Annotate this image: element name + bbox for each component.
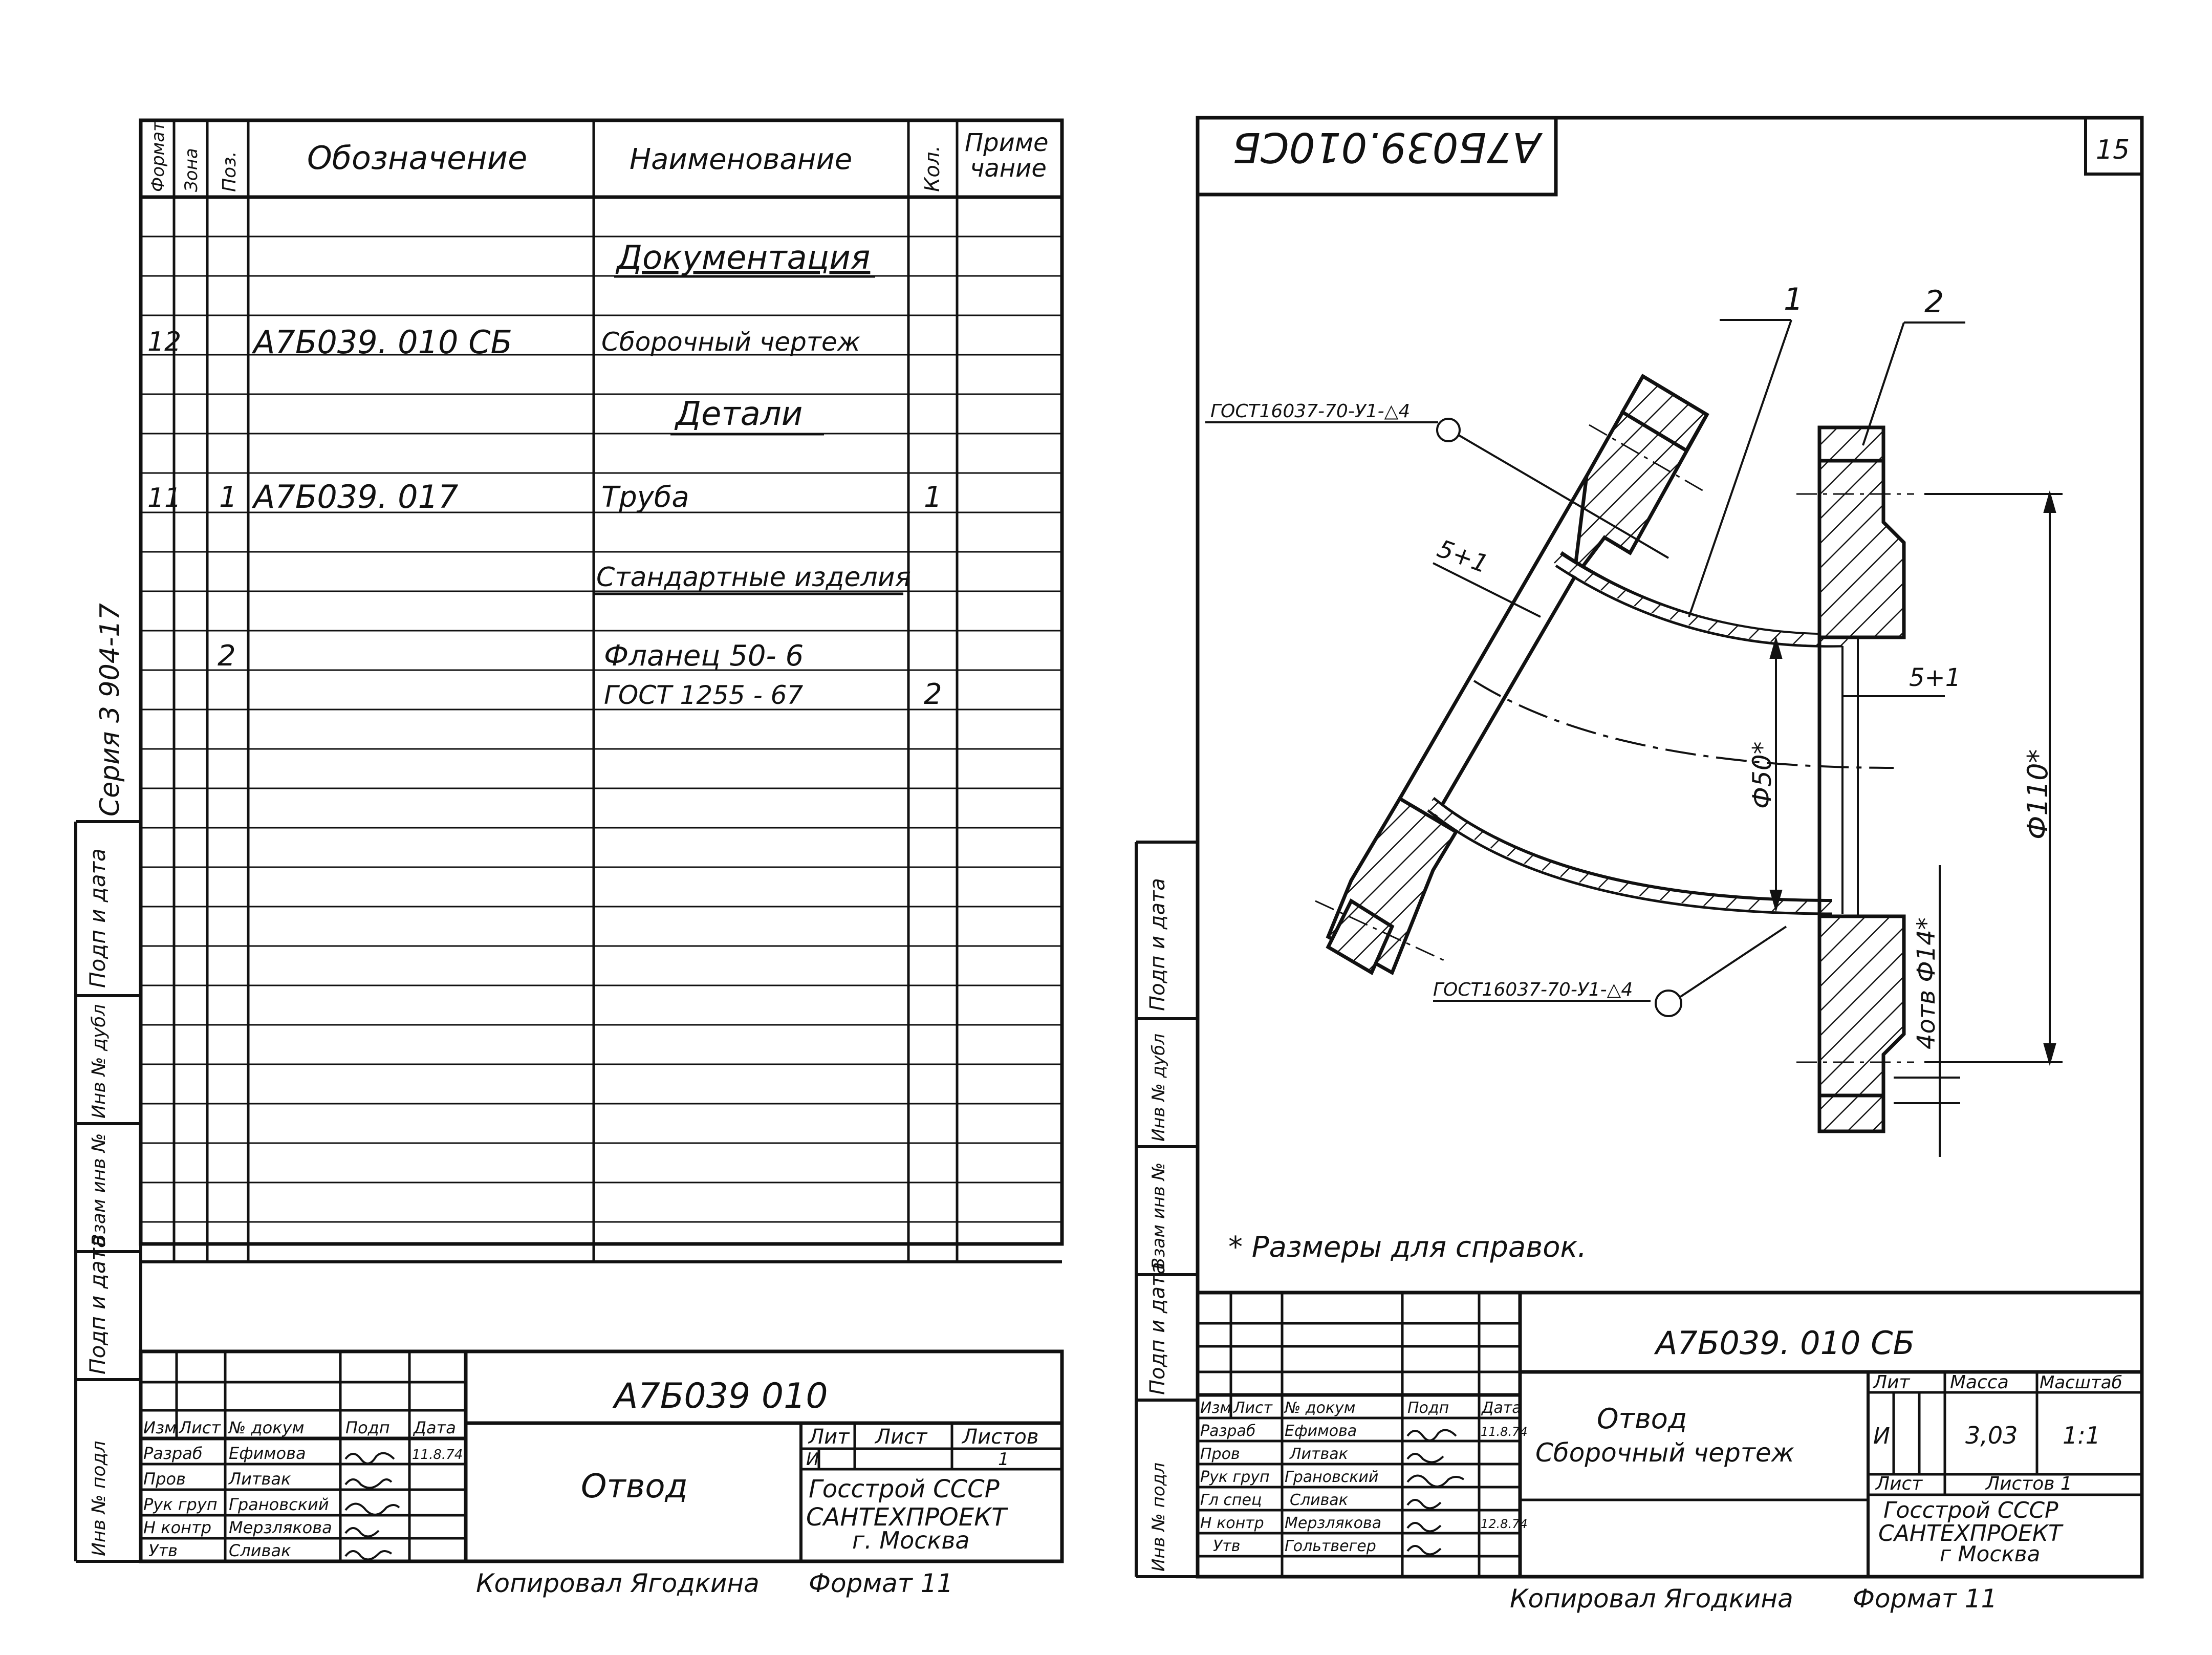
- header-format: Формат: [148, 121, 168, 192]
- tb-r-name-3: Сливак: [1290, 1491, 1348, 1509]
- tb-r-name-4: Мерзлякова: [1285, 1514, 1382, 1532]
- tb-title: Отвод: [581, 1468, 688, 1506]
- dim-dia-inner: Ф50*: [1747, 741, 1777, 809]
- row1-format: 12: [147, 327, 182, 357]
- side-label-inv-orig: Инв № подл: [1148, 1463, 1169, 1572]
- tb-r-lit-value: И: [1873, 1423, 1890, 1449]
- tb-col-sign: Подп: [345, 1418, 390, 1437]
- pipe-center-line: [1474, 681, 1894, 768]
- tb-r-lit-label: Лит: [1873, 1372, 1910, 1393]
- tb-role-1: Пров: [143, 1469, 186, 1489]
- row1-name: Сборочный чертеж: [601, 327, 860, 357]
- footer-copied: Копировал Ягодкина: [476, 1568, 760, 1598]
- row3-qty: 2: [924, 678, 942, 711]
- tb-org-3: г. Москва: [852, 1527, 970, 1554]
- side-label-inv-dubl: Инв № дубл: [89, 1004, 110, 1119]
- reference-note: * Размеры для справок.: [1228, 1231, 1587, 1264]
- row2-name: Труба: [601, 481, 689, 514]
- tb-role-2: Рук груп: [143, 1495, 218, 1514]
- tb-name-2: Грановский: [229, 1495, 329, 1514]
- tb-org-2: САНТЕХПРОЕКТ: [806, 1503, 1007, 1532]
- left-footer: [476, 1568, 953, 1598]
- section-details: Детали: [676, 395, 803, 433]
- tb-r-role-5: Утв: [1213, 1537, 1241, 1555]
- left-spec-body: [95, 239, 942, 816]
- tb-date: 11.8.74: [412, 1447, 463, 1463]
- tb-col-izm: Изм: [143, 1418, 177, 1437]
- side-label-sign-date-2: Подп и дата: [85, 1235, 110, 1374]
- tb-r-name-1: Литвак: [1290, 1445, 1348, 1463]
- tb-r-title: Отвод: [1597, 1403, 1687, 1435]
- left-spec-headers: [148, 121, 1049, 192]
- callout-pos-1: 1: [1784, 282, 1804, 317]
- dim-gap-right: 5+1: [1909, 663, 1961, 692]
- row2-format: 11: [147, 483, 182, 513]
- tb-r-name-0: Ефимова: [1285, 1422, 1357, 1440]
- header-designation: Обозначение: [307, 139, 528, 177]
- header-note-2: чание: [970, 154, 1047, 183]
- assembly-drawing: [1315, 376, 1914, 1131]
- tb-role-4: Утв: [148, 1541, 178, 1560]
- row1-designation: А7Б039. 010 СБ: [253, 324, 513, 361]
- right-side-labels: [1146, 878, 1169, 1572]
- side-label-sign-date: Подп и дата: [85, 848, 110, 988]
- weld-symbol-lower: ГОСТ16037-70-У1-△4: [1433, 979, 1633, 1000]
- tb-r-org-2: САНТЕХПРОЕКТ: [1878, 1520, 2062, 1546]
- footer-r-copied: Копировал Ягодкина: [1510, 1584, 1793, 1614]
- weld-symbol-upper: ГОСТ16037-70-У1-△4: [1210, 401, 1411, 422]
- tb-r-name-5: Гольтвегер: [1285, 1537, 1376, 1555]
- tb-r-role-0: Разраб: [1200, 1422, 1256, 1440]
- page-number: 15: [2096, 135, 2130, 165]
- tb-r-mass-value: 3,03: [1965, 1422, 2018, 1449]
- tb-r-org-1: Госстрой СССР: [1883, 1497, 2058, 1523]
- tb-col-list: Лист: [179, 1418, 221, 1437]
- side-label-sign-date-2: Подп и дата: [1146, 1262, 1169, 1395]
- tb-org-1: Госстрой СССР: [809, 1475, 1000, 1503]
- footer-format: Формат 11: [809, 1568, 953, 1598]
- tb-r-col-sign: Подп: [1407, 1399, 1449, 1417]
- row3-pos: 2: [218, 639, 236, 673]
- tb-r-col-izm: Изм: [1200, 1399, 1232, 1417]
- tb-r-mass-label: Масса: [1950, 1372, 2009, 1393]
- tb-r-org-3: г Москва: [1940, 1541, 2041, 1566]
- spec-table-rows: [141, 237, 1062, 1261]
- left-side-labels: [85, 848, 110, 1556]
- tb-r-subtitle: Сборочный чертеж: [1535, 1438, 1794, 1468]
- section-standard: Стандартные изделия: [596, 562, 911, 593]
- tb-r-date-1: 11.8.74: [1481, 1425, 1528, 1439]
- tb-r-scale-label: Масштаб: [2040, 1372, 2122, 1393]
- tb-name-1: Литвак: [229, 1469, 291, 1489]
- tb-role-0: Разраб: [143, 1444, 203, 1463]
- header-qty: Кол.: [921, 145, 944, 192]
- tb-sheets-value: 1: [998, 1449, 1009, 1470]
- tb-r-role-3: Гл спец: [1200, 1491, 1262, 1509]
- right-sheet: [1136, 118, 2142, 1577]
- tb-r-date-2: 12.8.74: [1481, 1517, 1528, 1531]
- side-label-replace-inv: Взам инв №: [1148, 1162, 1169, 1270]
- tb-sheets-label: Листов: [962, 1425, 1039, 1449]
- row3-name-2: ГОСТ 1255 - 67: [604, 680, 804, 710]
- left-sheet: [76, 120, 1062, 1561]
- right-title-block-text: [1200, 1324, 2122, 1566]
- right-footer: [1510, 1584, 1997, 1614]
- tb-lit-label: Лит: [809, 1425, 850, 1449]
- tb-r-name-2: Грановский: [1285, 1468, 1379, 1486]
- tb-name-3: Мерзлякова: [229, 1518, 332, 1537]
- tb-col-doc: № докум: [229, 1418, 305, 1437]
- tb-r-role-2: Рук груп: [1200, 1468, 1270, 1486]
- header-name: Наименование: [630, 143, 853, 176]
- tb-r-sheets-label: Листов 1: [1986, 1473, 2072, 1494]
- row2-qty: 1: [924, 481, 942, 514]
- tb-r-col-list: Лист: [1233, 1399, 1273, 1417]
- tb-sheet-label: Лист: [875, 1425, 927, 1449]
- series-label: Серия 3 904-17: [95, 603, 125, 816]
- tb-role-3: Н контр: [143, 1518, 212, 1537]
- tb-r-code: А7Б039. 010 СБ: [1656, 1324, 1915, 1362]
- right-drawing-text: [1210, 123, 2130, 1264]
- left-signatures: [345, 1453, 399, 1560]
- dim-holes: 4отв Ф14*: [1912, 917, 1941, 1049]
- tb-r-scale-value: 1:1: [2063, 1422, 2101, 1449]
- tb-r-role-4: Н контр: [1200, 1514, 1264, 1532]
- side-label-sign-date: Подп и дата: [1146, 878, 1169, 1011]
- tb-name-4: Сливак: [229, 1541, 291, 1560]
- tb-col-date: Дата: [414, 1418, 456, 1437]
- tb-r-role-1: Пров: [1200, 1445, 1240, 1463]
- row2-pos: 1: [219, 481, 237, 514]
- tb-lit-value: И: [806, 1449, 819, 1470]
- tb-name-0: Ефимова: [229, 1444, 306, 1463]
- header-zone: Зона: [181, 148, 202, 192]
- side-label-inv-orig: Инв № подл: [89, 1441, 110, 1556]
- header-note-1: Приме: [965, 128, 1049, 157]
- tb-r-col-date: Дата: [1482, 1399, 1522, 1417]
- header-pos: Поз.: [219, 151, 240, 192]
- section-documentation: Документация: [617, 239, 871, 277]
- side-label-replace-inv: Взам инв №: [89, 1133, 110, 1246]
- callout-pos-2: 2: [1924, 284, 1944, 320]
- dim-gap-left: 5+1: [1433, 534, 1492, 579]
- tb-r-col-doc: № докум: [1285, 1399, 1356, 1417]
- stamp-code: А7Б039.010СБ: [1232, 123, 1541, 171]
- side-label-inv-dubl: Инв № дубл: [1148, 1033, 1169, 1142]
- tb-r-sheet-label: Лист: [1876, 1473, 1923, 1494]
- tb-code: А7Б039 010: [614, 1376, 828, 1416]
- right-signatures: [1407, 1430, 1464, 1555]
- row3-name-1: Фланец 50- 6: [604, 639, 804, 673]
- row2-designation: А7Б039. 017: [253, 478, 459, 515]
- footer-r-format: Формат 11: [1853, 1584, 1998, 1614]
- dim-dia-flange: Ф110*: [2022, 749, 2054, 840]
